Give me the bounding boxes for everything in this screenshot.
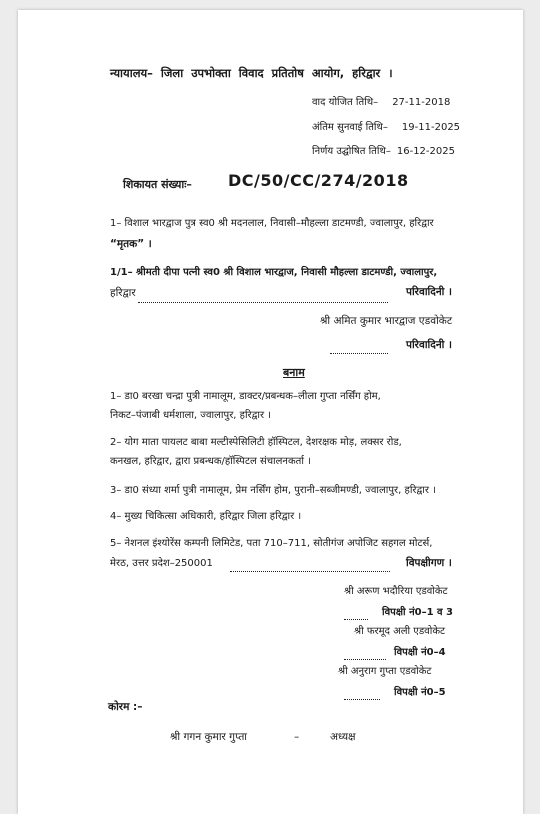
complainant-advocate: श्री अमित कुमार भारद्वाज एडवोकेट [320, 315, 453, 327]
hearing-date: 19-11-2025 [401, 122, 461, 133]
advocate-1-role: विपक्षी नं0–1 व 3 [382, 607, 454, 618]
filing-date-label: वाद योजित तिथि– [312, 97, 379, 108]
judgment-date-row [312, 145, 455, 159]
quorum-label: कोरम :– [108, 701, 143, 713]
respondent-5-line2: मेरठ, उत्तर प्रदेश–250001 [110, 558, 213, 569]
dotted-fill-6 [344, 690, 380, 703]
hearing-date-label: अंतिम सुनवाई तिथि– [312, 122, 388, 133]
judgment-date: 16-12-2025 [396, 146, 455, 157]
dotted-fill [138, 293, 388, 306]
advocate-3-role: विपक्षी नं0–5 [394, 687, 446, 698]
member-role: अध्यक्ष [330, 731, 356, 743]
complainant-2-line1: 1/1– श्रीमती दीपा पत्नी स्व0 श्री विशाल भारद्वाज, निवासी मौहल्ला डाटमण्डी, ज्वालापुर, [110, 267, 438, 278]
respondent-2-line2: कनखल, हरिद्वार, द्वारा प्रबन्धक/हॉस्पिटल संचालनकर्ता । [110, 456, 311, 467]
complaint-label: शिकायत संख्याः– [123, 178, 192, 191]
advocate-2: श्री फरमूद अली एडवोकेट [354, 626, 446, 637]
filing-date-row [312, 96, 450, 110]
respondent-1-line1: 1– डा0 बरखा चन्द्रा पुत्री नामालूम, डाक्टर/प्रबन्धक–लीला गुप्ता नर्सिंग होम, [110, 391, 381, 402]
hearing-date-row [312, 121, 460, 135]
complainant-1-line1: 1– विशाल भारद्वाज पुत्र स्व0 श्री मदनलाल, निवासी–मौहल्ला डाटमण्डी, ज्वालापुर, हरिद्वार [110, 218, 434, 229]
dotted-fill-3 [230, 562, 390, 575]
respondent-1-line2: निकट–पंजाबी धर्मशाला, ज्वालापुर, हरिद्वार । [110, 410, 272, 421]
complainant-1-line2: “मृतक” । [110, 238, 152, 250]
document-page [18, 10, 523, 814]
complainant-role-2: परिवादिनी । [406, 339, 453, 351]
respondent-2-line1: 2– योग माता पायलट बाबा मल्टीस्पेसिलिटी हॉस्पिटल, देशरक्षक मोड़, लक्सर रोड, [110, 437, 402, 448]
complainant-2-line2: हरिद्वार [110, 287, 136, 299]
court-heading: न्यायालय– जिला उपभोक्ता विवाद प्रतितोष आयोग, हरिद्वार । [110, 66, 393, 80]
dotted-fill-5 [344, 650, 386, 663]
advocate-1: श्री अरूण भदौरिया एडवोकेट [344, 586, 448, 597]
respondent-5-line1: 5– नेशनल इंश्योरेंस कम्पनी लिमिटेड, पता 710–711, सोतीगंज अपोजिट सहगल मोटर्स, [110, 538, 433, 549]
filing-date: 27-11-2018 [392, 97, 451, 108]
member-name: श्री गगन कुमार गुप्ता [170, 731, 248, 743]
respondent-4: 4– मुख्य चिकित्सा अधिकारी, हरिद्वार जिला हरिद्वार । [110, 511, 302, 522]
dotted-fill-2 [330, 344, 388, 357]
complaint-number: DC/50/CC/274/2018 [228, 171, 409, 190]
advocate-2-role: विपक्षी नं0–4 [394, 647, 446, 658]
respondent-3: 3– डा0 संध्या शर्मा पुत्री नामालूम, प्रेम नर्सिंग होम, पुरानी–सब्जीमण्डी, ज्वालापुर, हरिद्वार । [110, 485, 436, 496]
judgment-date-label: निर्णय उद्घोषित तिथि– [312, 146, 391, 157]
member-dash: – [294, 731, 300, 743]
versus-heading: बनाम [283, 366, 305, 379]
advocate-3: श्री अनुराग गुप्ता एडवोकेट [338, 666, 432, 677]
dotted-fill-4 [344, 610, 368, 623]
complainant-role: परिवादिनी । [406, 286, 453, 298]
respondent-role: विपक्षीगण । [406, 557, 452, 569]
